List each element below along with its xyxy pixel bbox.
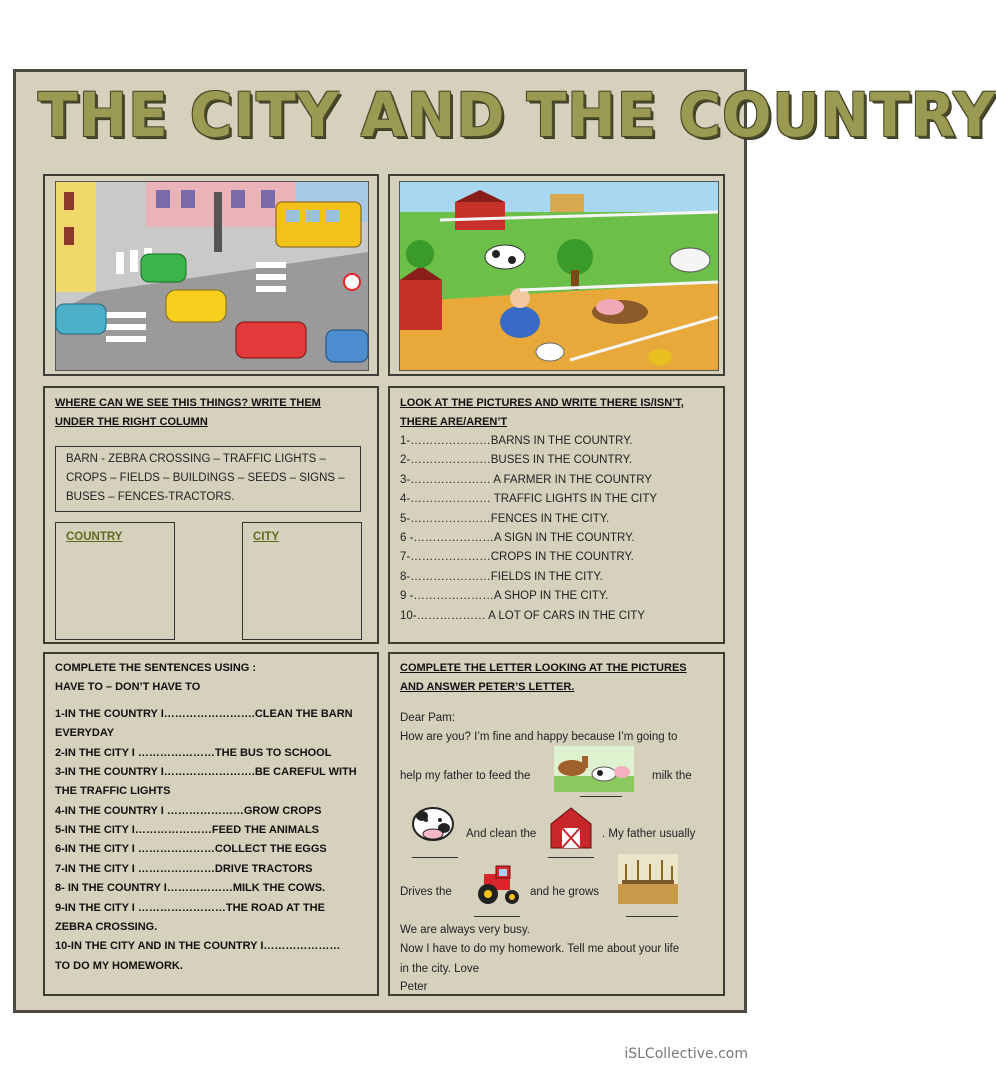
blank-after-milk[interactable] xyxy=(580,796,622,797)
country-column-label: COUNTRY xyxy=(66,531,123,543)
word-bank-line-2: CROPS – FIELDS – BUILDINGS – SEEDS – SIGNS – xyxy=(66,472,345,484)
there-is-heading-line-2: THERE ARE/AREN’T xyxy=(400,416,508,428)
site-watermark: iSLCollective.com xyxy=(624,1046,748,1062)
letter-line-3b: . My father usually xyxy=(602,828,696,840)
classify-heading-line-1: WHERE CAN WE SEE THIS THINGS? WRITE THEM xyxy=(55,397,321,409)
letter-line-3a: And clean the xyxy=(466,828,537,840)
letter-line-2a: help my father to feed the xyxy=(400,770,531,782)
letter-line-7: in the city. Love xyxy=(400,963,480,975)
sentence-line-3[interactable]: 2-IN THE CITY I …………………THE BUS TO SCHOOL xyxy=(55,747,332,759)
letter-heading-line-1: COMPLETE THE LETTER LOOKING AT THE PICTURES xyxy=(400,662,687,674)
letter-panel xyxy=(388,652,725,996)
sentence-line-11[interactable]: 9-IN THE CITY I ……………………THE ROAD AT THE xyxy=(55,902,325,914)
there-is-item-3[interactable]: 3-………………… A FARMER IN THE COUNTRY xyxy=(400,474,652,486)
sentence-line-7[interactable]: 5-IN THE CITY I…………………FEED THE ANIMALS xyxy=(55,824,320,836)
there-is-item-8[interactable]: 8-…………………FIELDS IN THE CITY. xyxy=(400,571,603,583)
city-answer-box[interactable] xyxy=(242,522,362,640)
sentence-line-8[interactable]: 6-IN THE CITY I …………………COLLECT THE EGGS xyxy=(55,843,327,855)
letter-line-6: Now I have to do my homework. Tell me about your life xyxy=(400,943,680,955)
there-is-item-5[interactable]: 5-…………………FENCES IN THE CITY. xyxy=(400,513,610,525)
have-to-heading-line-1: COMPLETE THE SENTENCES USING : xyxy=(55,662,257,674)
there-is-item-9[interactable]: 9 -…………………A SHOP IN THE CITY. xyxy=(400,590,609,602)
sentence-line-13[interactable]: 10-IN THE CITY AND IN THE COUNTRY I………………… xyxy=(55,940,341,952)
sentence-line-1[interactable]: 1-IN THE COUNTRY I…………………….CLEAN THE BARN xyxy=(55,708,353,720)
letter-heading-line-2: AND ANSWER PETER’S LETTER. xyxy=(400,681,575,693)
sentence-line-10[interactable]: 8- IN THE COUNTRY I………………MILK THE COWS. xyxy=(55,882,326,894)
blank-after-crops[interactable] xyxy=(626,916,678,917)
worksheet xyxy=(13,69,996,1013)
city-image-panel xyxy=(43,174,379,376)
worksheet-title: THE CITY AND THE COUNTRY xyxy=(38,79,996,151)
have-to-heading-line-2: HAVE TO – DON’T HAVE TO xyxy=(55,681,201,693)
letter-line-4a: Drives the xyxy=(400,886,452,898)
farm-scene xyxy=(400,182,718,370)
there-is-item-1[interactable]: 1-…………………BARNS IN THE COUNTRY. xyxy=(400,435,633,447)
letter-line-2b: milk the xyxy=(652,770,692,782)
sentence-line-9[interactable]: 7-IN THE CITY I …………………DRIVE TRACTORS xyxy=(55,863,313,875)
classify-words-panel xyxy=(43,386,379,644)
there-is-heading-line-1: LOOK AT THE PICTURES AND WRITE THERE IS/ISN’T, xyxy=(400,397,684,409)
there-is-item-6[interactable]: 6 -…………………A SIGN IN THE COUNTRY. xyxy=(400,532,635,544)
city-street-scene xyxy=(56,182,368,370)
word-bank-box xyxy=(55,446,361,512)
letter-signature: Peter xyxy=(400,981,428,993)
sentence-line-14: TO DO MY HOMEWORK. xyxy=(55,960,183,972)
there-is-panel xyxy=(388,386,725,644)
word-bank-line-1: BARN - ZEBRA CROSSING – TRAFFIC LIGHTS – xyxy=(66,453,326,465)
crops-picture xyxy=(618,854,678,904)
sentence-line-12: ZEBRA CROSSING. xyxy=(55,921,158,933)
letter-line-4b: and he grows xyxy=(530,886,600,898)
sentence-line-2: EVERYDAY xyxy=(55,727,115,739)
farm-picture xyxy=(399,181,719,371)
have-to-panel xyxy=(43,652,379,996)
there-is-item-7[interactable]: 7-…………………CROPS IN THE COUNTRY. xyxy=(400,551,634,563)
word-bank-line-3: BUSES – FENCES-TRACTORS. xyxy=(66,491,235,503)
city-street-picture xyxy=(55,181,369,371)
blank-after-tractor[interactable] xyxy=(474,916,520,917)
sentence-line-6[interactable]: 4-IN THE COUNTRY I …………………GROW CROPS xyxy=(55,805,322,817)
sentence-line-4[interactable]: 3-IN THE COUNTRY I…………………….BE CAREFUL WITH xyxy=(55,766,357,778)
farm-animals-picture xyxy=(554,746,634,792)
farm-image-panel xyxy=(388,174,725,376)
there-is-item-10[interactable]: 10-……………… A LOT OF CARS IN THE CITY xyxy=(400,610,645,622)
letter-line-5: We are always very busy. xyxy=(400,924,530,936)
country-answer-box[interactable] xyxy=(55,522,175,640)
blank-after-barn[interactable] xyxy=(548,857,594,858)
letter-line-1: How are you? I’m fine and happy because I’m going to xyxy=(400,731,678,743)
there-is-item-2[interactable]: 2-…………………BUSES IN THE COUNTRY. xyxy=(400,454,632,466)
city-column-label: CITY xyxy=(253,531,280,543)
there-is-item-4[interactable]: 4-………………… TRAFFIC LIGHTS IN THE CITY xyxy=(400,493,658,505)
classify-heading-line-2: UNDER THE RIGHT COLUMN xyxy=(55,416,208,428)
letter-greeting: Dear Pam: xyxy=(400,712,455,724)
cow-icon xyxy=(408,800,458,844)
tractor-icon xyxy=(474,864,524,906)
barn-icon xyxy=(548,806,594,850)
sentence-line-5: THE TRAFFIC LIGHTS xyxy=(55,785,171,797)
blank-after-cow[interactable] xyxy=(412,857,458,858)
